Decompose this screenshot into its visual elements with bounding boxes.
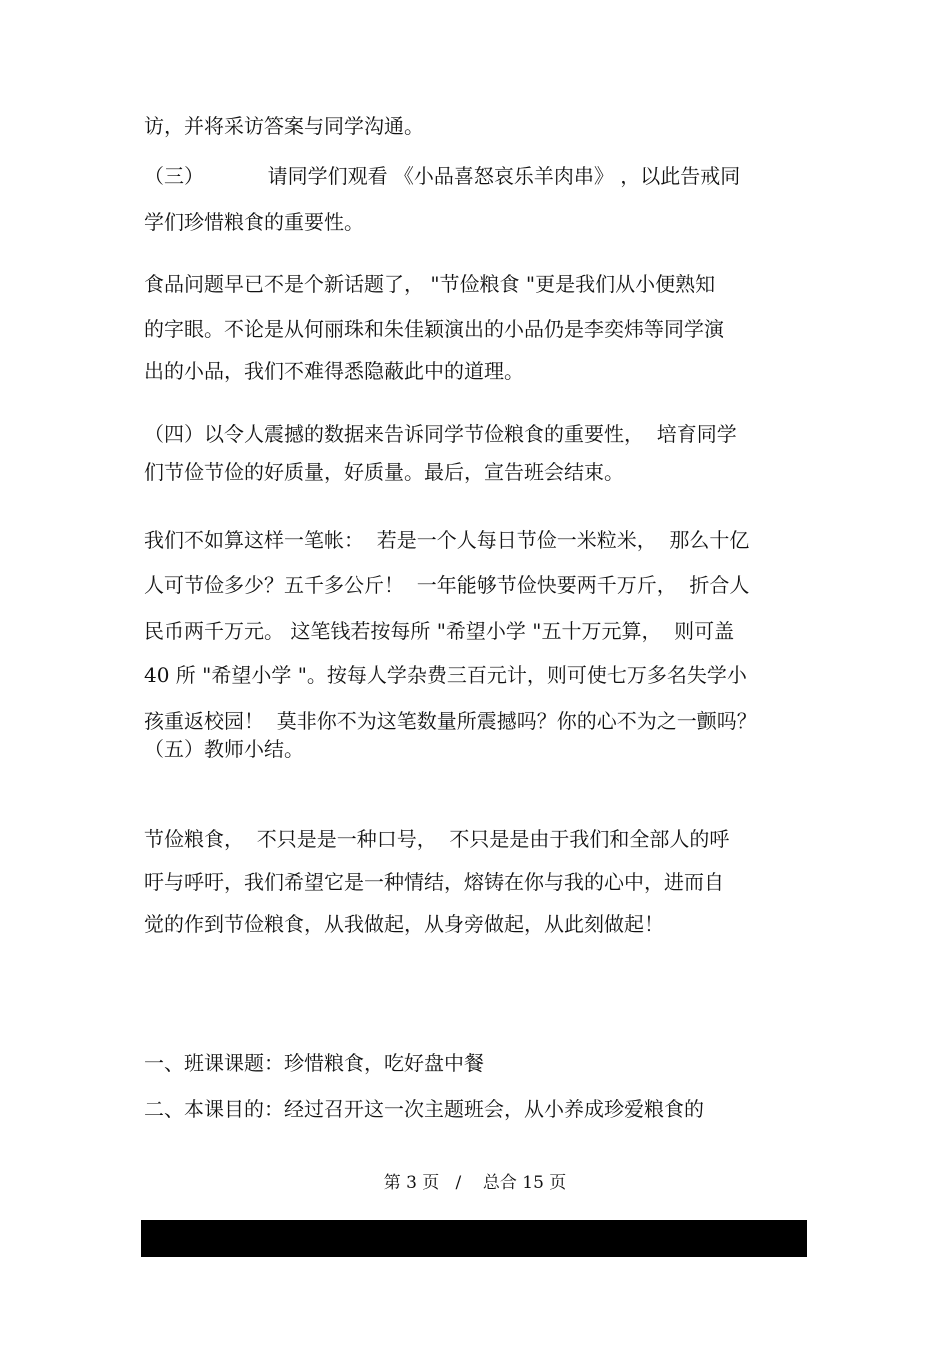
- text-line: 民币两千万元。 这笔钱若按每所 "希望小学 "五十万元算， 则可盖: [144, 619, 735, 643]
- text-line: 访，并将采访答案与同学沟通。: [144, 114, 424, 138]
- text-line: 吁与呼吁，我们希望它是一种情结，熔铸在你与我的心中，进而自: [144, 870, 724, 894]
- text-line: （五）教师小结。: [144, 737, 304, 761]
- text-line: 孩重返校园！ 莫非你不为这笔数量所震撼吗？你的心不为之一颤吗？: [144, 709, 757, 733]
- redaction-bar: [141, 1220, 807, 1257]
- text-line: 食品问题早已不是个新话题了， "节俭粮食 "更是我们从小便熟知: [144, 272, 716, 296]
- text-line: 40 所 "希望小学 "。按每人学杂费三百元计，则可使七万多名失学小: [144, 663, 747, 687]
- text-line: 出的小品，我们不难得悉隐蔽此中的道理。: [144, 359, 524, 383]
- text-line: 节俭粮食， 不只是是一种口号， 不只是是由于我们和全部人的呼: [144, 827, 730, 851]
- text-line: 觉的作到节俭粮食，从我做起，从身旁做起，从此刻做起！: [144, 912, 664, 936]
- page-number: 第 3 页 / 总合 15 页: [383, 1173, 567, 1193]
- text-line: 我们不如算这样一笔帐： 若是一个人每日节俭一米粒米， 那么十亿: [144, 528, 750, 552]
- text-line: （四）以令人震撼的数据来告诉同学节俭粮食的重要性， 培育同学: [144, 422, 737, 446]
- text-line: 人可节俭多少？五千多公斤！ 一年能够节俭快要两千万斤， 折合人: [144, 573, 750, 597]
- text-line: 们节俭节俭的好质量，好质量。最后，宣告班会结束。: [144, 460, 624, 484]
- text-line: 学们珍惜粮食的重要性。: [144, 210, 364, 234]
- text-line: 二、本课目的：经过召开这一次主题班会，从小养成珍爱粮食的: [144, 1097, 704, 1121]
- text-line: 的字眼。不论是从何丽珠和朱佳颖演出的小品仍是李奕炜等同学演: [144, 317, 724, 341]
- text-line: 一、班课课题：珍惜粮食，吃好盘中餐: [144, 1051, 484, 1075]
- text-line: （三） 请同学们观看 《小品喜怒哀乐羊肉串》 ，以此告戒同: [144, 164, 741, 188]
